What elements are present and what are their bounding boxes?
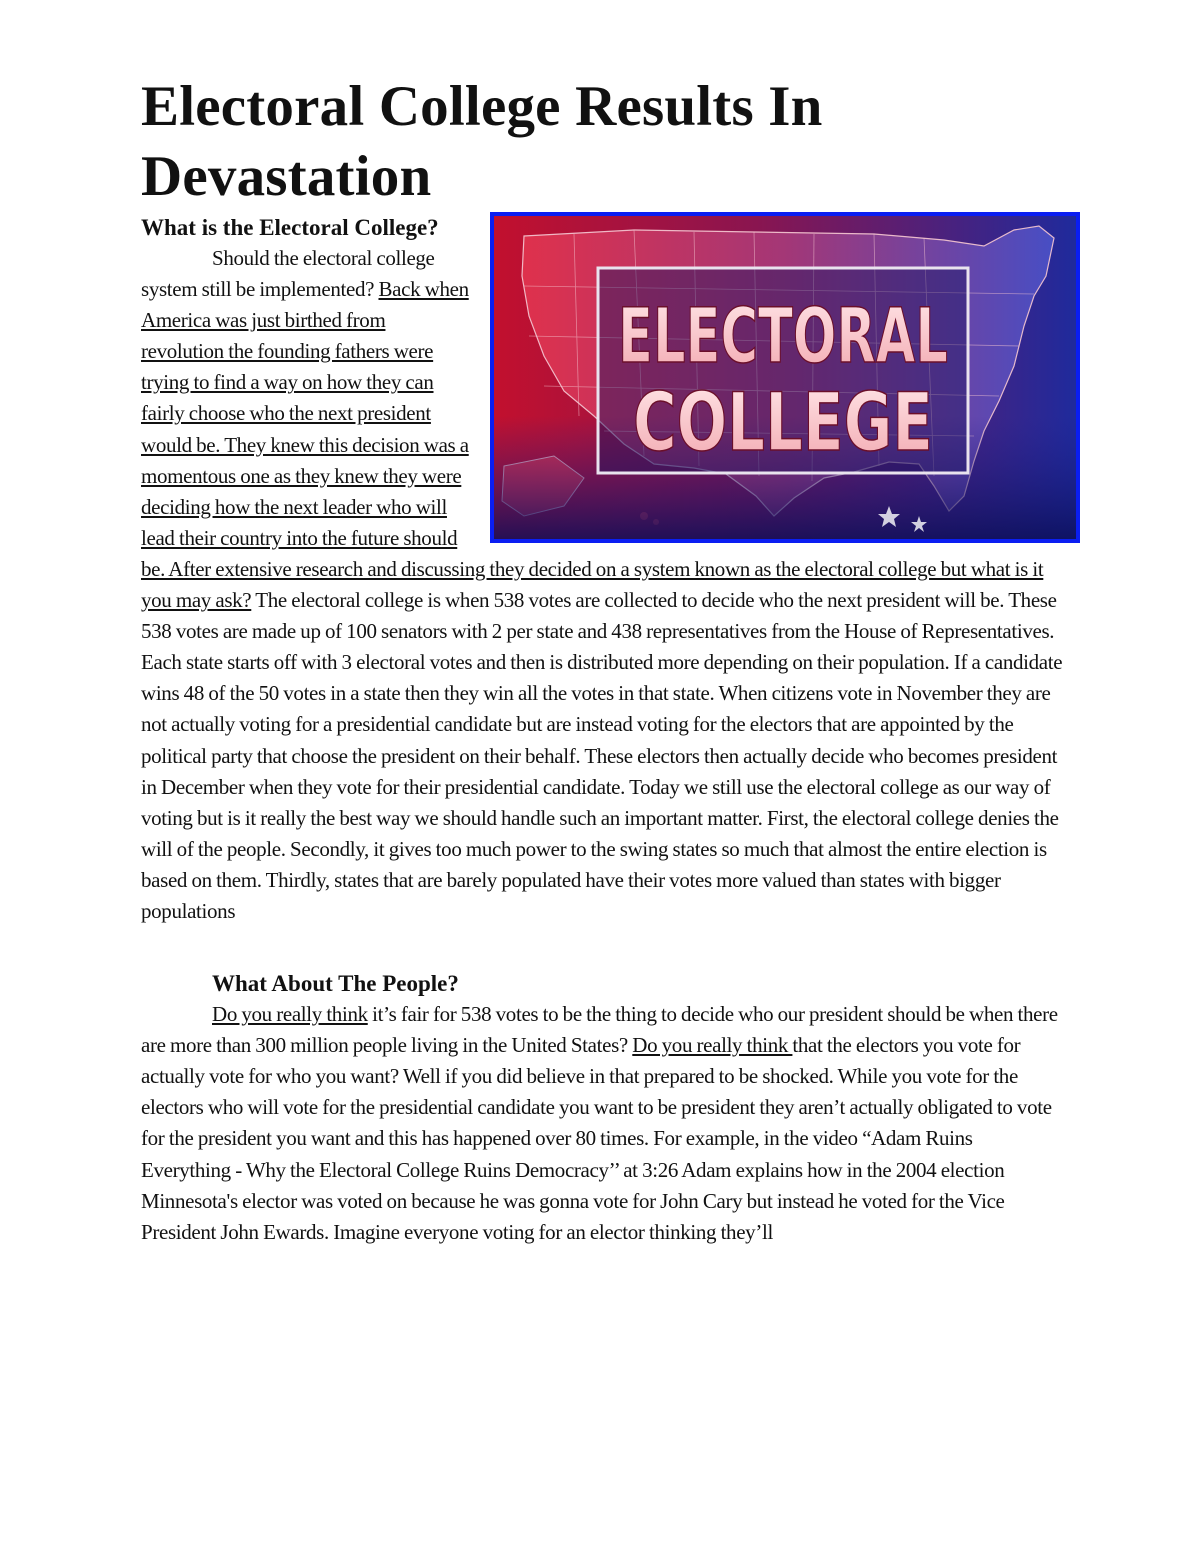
people-text-2: that the electors you vote for actually vote for who you want? Well if you did believe in that prepared to be shocked. While you vote for the electors who will vote for the presidential candidate you want to be president they aren’t actually obligated to vote for the president you want and this has happened over 80 times. For example, in the video “Adam Ruins Everything - Why the Electoral College Ruins Democracy’’ at 3:26 Adam explains how in the 2004 election Minnesota's elector was voted on because he was gonna vote for John Cary but instead he voted for the Vice President John Ewards. Imagine everyone voting for an elector thinking they’ll [141,1033,1052,1244]
underlined-question-2: Do you really think [632,1033,793,1058]
spacer [141,927,1063,968]
section-heading-people: What About The People? [212,971,459,997]
image-text-college: COLLEGE [633,376,933,469]
underlined-question-1: Do you really think [212,1002,368,1027]
intro-question: Should the electoral college system still be implemented? [141,246,435,302]
paragraph-people [141,999,1063,1248]
electoral-explanation: The electoral college is when 538 votes are collected to decide who the next president will be. These 538 votes are made up of 100 senators with 2 per state and 438 representatives from the House of Representatives. Each state starts off with 3 electoral votes and then is distributed more depending on their population. If a candidate wins 48 of the 50 votes in a state then they win all the votes in that state. When citizens vote in November they are not actually voting for a presidential candidate but are instead voting for the electors that are appointed by the political party that choose the president on their behalf. These electors then actually decide who becomes president in December when they vote for their presidential candidate. Today we still use the electoral college as our way of voting but is it really the best way we should handle such an important matter. First, the electoral college denies the will of the people. Secondly, it gives too much power to the swing states so much that almost the entire election is based on them. Thirdly, states that are barely populated have their votes more valued than states with bigger populations [141,588,1063,923]
electoral-college-graphic [494,216,1076,539]
article [141,72,1063,1248]
people-text-1: it’s fair for 538 votes to be the thing to decide who our president should be when there are more than 300 million people living in the United States? [141,1002,1058,1058]
section-heading-electoral-college: What is the Electoral College? [141,215,439,240]
underlined-history-text: Back when America was just birthed from revolution the founding fathers were trying to find a way on how they can fairly choose who the next president would be. They knew this decision was a momentous one as they knew they were deciding how the next leader who will lead their country into the future should be. After extensive research and discussing they decided on a system known as the electoral college but what is it you may ask? [141,277,1044,613]
image-text-electoral: ELECTORAL [618,291,948,380]
article-title: Electoral College Results In Devastation [141,75,823,208]
electoral-college-image [490,212,1080,543]
